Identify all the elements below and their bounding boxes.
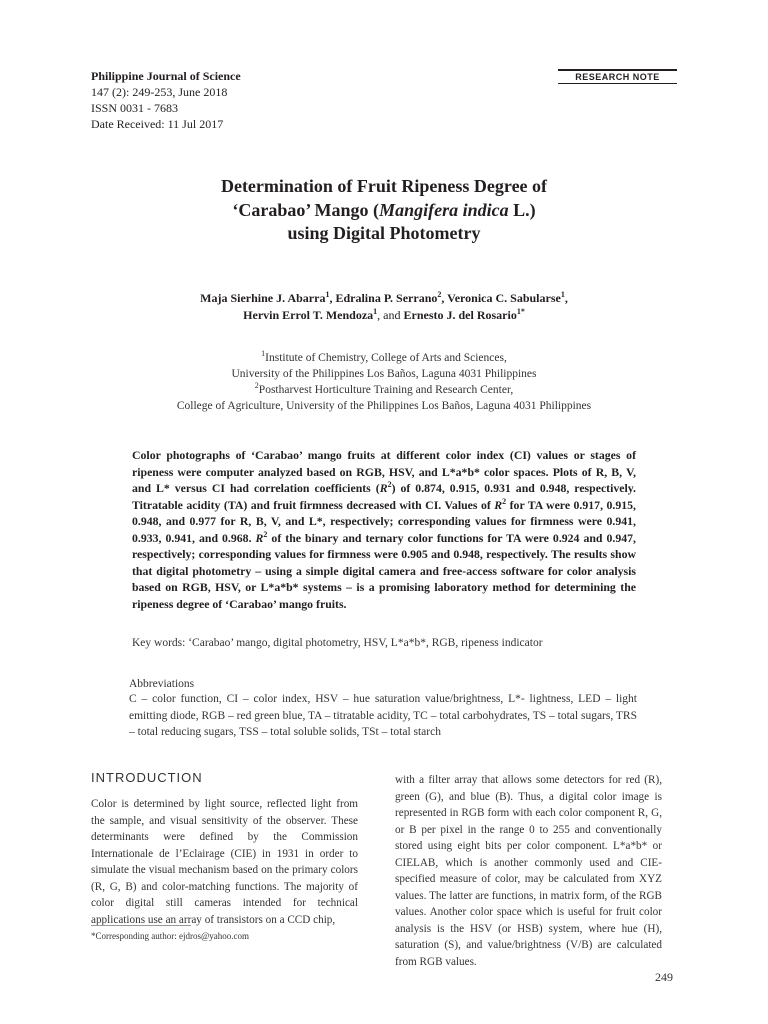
affiliation-line: University of the Philippines Los Baños, Laguna 4031 Philippines — [231, 368, 537, 380]
author-affil-mark: 1 — [325, 290, 330, 299]
author-line-2 — [0, 307, 768, 324]
r-symbol: R — [255, 530, 264, 545]
author-separator: , and — [377, 308, 404, 322]
author-affil-mark: 1* — [516, 307, 525, 316]
affiliation-line: College of Agriculture, University of the Philippines Los Baños, Laguna 4031 Philippines — [176, 400, 592, 412]
title-line-3: using Digital Photometry — [287, 223, 481, 243]
affiliation-line — [0, 382, 768, 398]
journal-volume: 147 (2): 249-253, June 2018 — [91, 85, 228, 99]
affiliation-text: Postharvest Horticulture Training and Research Center, — [258, 384, 514, 396]
keywords: Key words: ‘Carabao’ mango, digital photometry, HSV, L*a*b*, RGB, ripeness indicator — [132, 637, 543, 649]
author-separator: , — [564, 291, 568, 305]
date-received: Date Received: 11 Jul 2017 — [91, 117, 224, 131]
title-line-1: Determination of Fruit Ripeness Degree of — [220, 176, 548, 196]
author-affil-mark: 2 — [437, 290, 442, 299]
affiliation-text: Institute of Chemistry, College of Arts and Sciences, — [265, 352, 507, 364]
superscript: 2 — [387, 480, 392, 490]
body-column-right: with a filter array that allows some detectors for red (R), green (G), and blue (B). Thus, a digital color image is represented in RGB form with each color component R, G, or B per pixel in the range 0 to 255 and conventionally stored using eight bits per color component. L*a*b* or CIELAB, which is another commonly used and CIE-specified measure of color, may be calculated from XYZ values. The latter are functions, in matrix form, of the RGB values. Another color space which is useful for fruit color analysis is the HSV (or HSB) system, where hue (H), saturation (S), and value/brightness (V/B) are calculated from RGB values. — [395, 774, 662, 968]
abbreviations-text: C – color function, CI – color index, HSV – hue saturation value/brightness, L*- lightness, LED – light emitting diode, RGB – red green blue, TA – titratable acidity, TC – total carbohydrates, TS – total sugars, TRS – total reducing sugars, TSS – total soluble solids, TSt – total starch — [129, 693, 637, 738]
r-symbol: R — [379, 481, 388, 495]
footnote-divider — [91, 925, 191, 926]
page-number: 249 — [655, 970, 673, 984]
abstract-text: Color photographs of ‘Carabao’ mango fruits at different color index (CI) values or stages of ripeness were computer analyzed based on RGB, HSV, and L*a*b* color spaces. Plots of R, B, V, and L* versus CI had correlation coefficients ( — [132, 448, 636, 495]
abbreviations-heading: Abbreviations — [129, 678, 195, 690]
section-heading-introduction: INTRODUCTION — [91, 770, 203, 785]
journal-name: Philippine Journal of Science — [91, 69, 241, 83]
affiliation-mark: 2 — [254, 381, 259, 391]
author-name: Hervin Errol T. Mendoza — [243, 308, 374, 322]
superscript: 2 — [263, 529, 268, 539]
body-column-left: Color is determined by light source, reflected light from the sample, and visual sensitivity of the observer. These determinants were defined by the Commission Internationale de l’Eclairage (CIE) in 1931 in order to simulate the visual mechanism based on the primary colors (R, G, B) and color-matching functions. The majority of color digital still cameras intended for technical applications use an array of transistors on a CCD chip, — [91, 798, 358, 926]
author-line-1 — [0, 290, 768, 307]
journal-issn: ISSN 0031 - 7683 — [91, 101, 179, 115]
affiliations — [0, 350, 768, 414]
title-text: L.) — [508, 199, 536, 220]
abstract-text: for TA were 0.917, 0.915, 0.948, and 0.977 for R, B, V, and L*, respectively; corresponding values for firmness were 0.941, 0.933, 0.941, and 0.968. — [132, 497, 636, 545]
research-note-badge: RESEARCH NOTE — [558, 69, 677, 84]
affiliation-mark: 1 — [261, 349, 266, 359]
author-name: , Edralina P. Serrano — [329, 291, 438, 305]
title-line-2 — [0, 199, 768, 223]
journal-header — [91, 68, 241, 132]
affiliation-line — [0, 350, 768, 366]
abstract-text: of the binary and ternary color functions for TA were 0.924 and 0.947, respectively; corresponding values for firmness were 0.905 and 0.948, respectively. The results show that digital photometry – using a simple digital camera and free-access software for color analysis based on RGB, HSV, or L*a*b* systems – is a promising laboratory method for determining the ripeness degree of ‘Carabao’ mango fruits. — [132, 530, 636, 611]
author-name: , Veronica C. Sabularse — [441, 291, 561, 305]
author-name: Ernesto J. del Rosario — [403, 308, 517, 322]
r-symbol: R — [494, 497, 503, 512]
paper-title — [0, 175, 768, 246]
author-name: Maja Sierhine J. Abarra — [200, 291, 326, 305]
author-affil-mark: 1 — [560, 290, 565, 299]
superscript: 2 — [502, 496, 507, 506]
abstract — [132, 447, 636, 612]
corresponding-author-footnote: *Corresponding author: ejdros@yahoo.com — [91, 931, 250, 941]
abstract-text: ) of 0.874, 0.915, 0.931 and 0.948, respectively. Titratable acidity (TA) and fruit firmness decreased with CI. Values of — [132, 481, 636, 512]
title-text: ‘Carabao’ Mango ( — [232, 199, 380, 220]
author-affil-mark: 1 — [373, 307, 378, 316]
species-name: Mangifera indica — [379, 199, 509, 220]
author-list — [0, 290, 768, 324]
